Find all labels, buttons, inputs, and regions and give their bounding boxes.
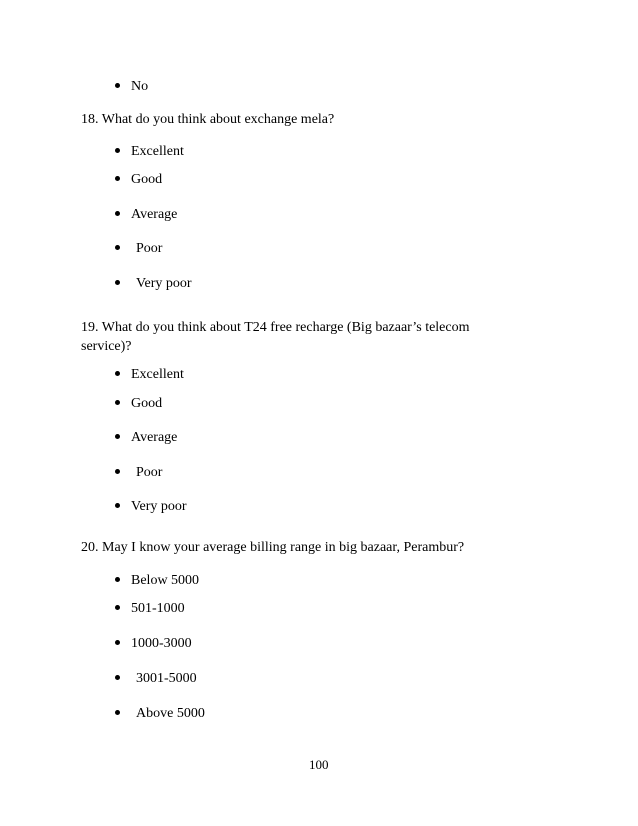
option-label: 1000-3000 (131, 636, 192, 651)
option-label: Excellent (131, 367, 184, 382)
option-label: 501-1000 (131, 601, 185, 616)
bullet-icon (115, 577, 120, 582)
bullet-icon (115, 400, 120, 405)
bullet-icon (115, 83, 120, 88)
bullet-icon (115, 503, 120, 508)
option-label: Good (131, 172, 163, 187)
option-label: No (131, 79, 149, 94)
bullet-icon (115, 245, 120, 250)
bullet-icon (115, 469, 120, 474)
question-19: 19. What do you think about T24 free recharge (Big bazaar’s telecom service)? (81, 320, 470, 354)
bullet-icon (115, 605, 120, 610)
option-label: Excellent (131, 144, 184, 159)
bullet-icon (115, 211, 120, 216)
option-label: Average (131, 207, 178, 222)
option-label: Average (131, 430, 178, 445)
question-20: 20. May I know your average billing range in big bazaar, Perambur? (81, 540, 465, 555)
question-18: 18. What do you think about exchange mela? (81, 112, 335, 127)
bullet-icon (115, 148, 120, 153)
bullet-icon (115, 280, 120, 285)
option-label: Very poor (136, 276, 192, 291)
option-label: Below 5000 (131, 573, 200, 588)
option-label: Poor (136, 465, 163, 480)
bullet-icon (115, 710, 120, 715)
bullet-icon (115, 371, 120, 376)
option-label: Above 5000 (136, 706, 205, 721)
bullet-icon (115, 640, 120, 645)
page-number: 100 (309, 757, 329, 772)
option-label: 3001-5000 (136, 671, 197, 686)
option-label: Good (131, 396, 163, 411)
bullet-icon (115, 675, 120, 680)
option-label: Very poor (131, 499, 187, 514)
option-label: Poor (136, 241, 163, 256)
bullet-icon (115, 176, 120, 181)
bullet-icon (115, 434, 120, 439)
